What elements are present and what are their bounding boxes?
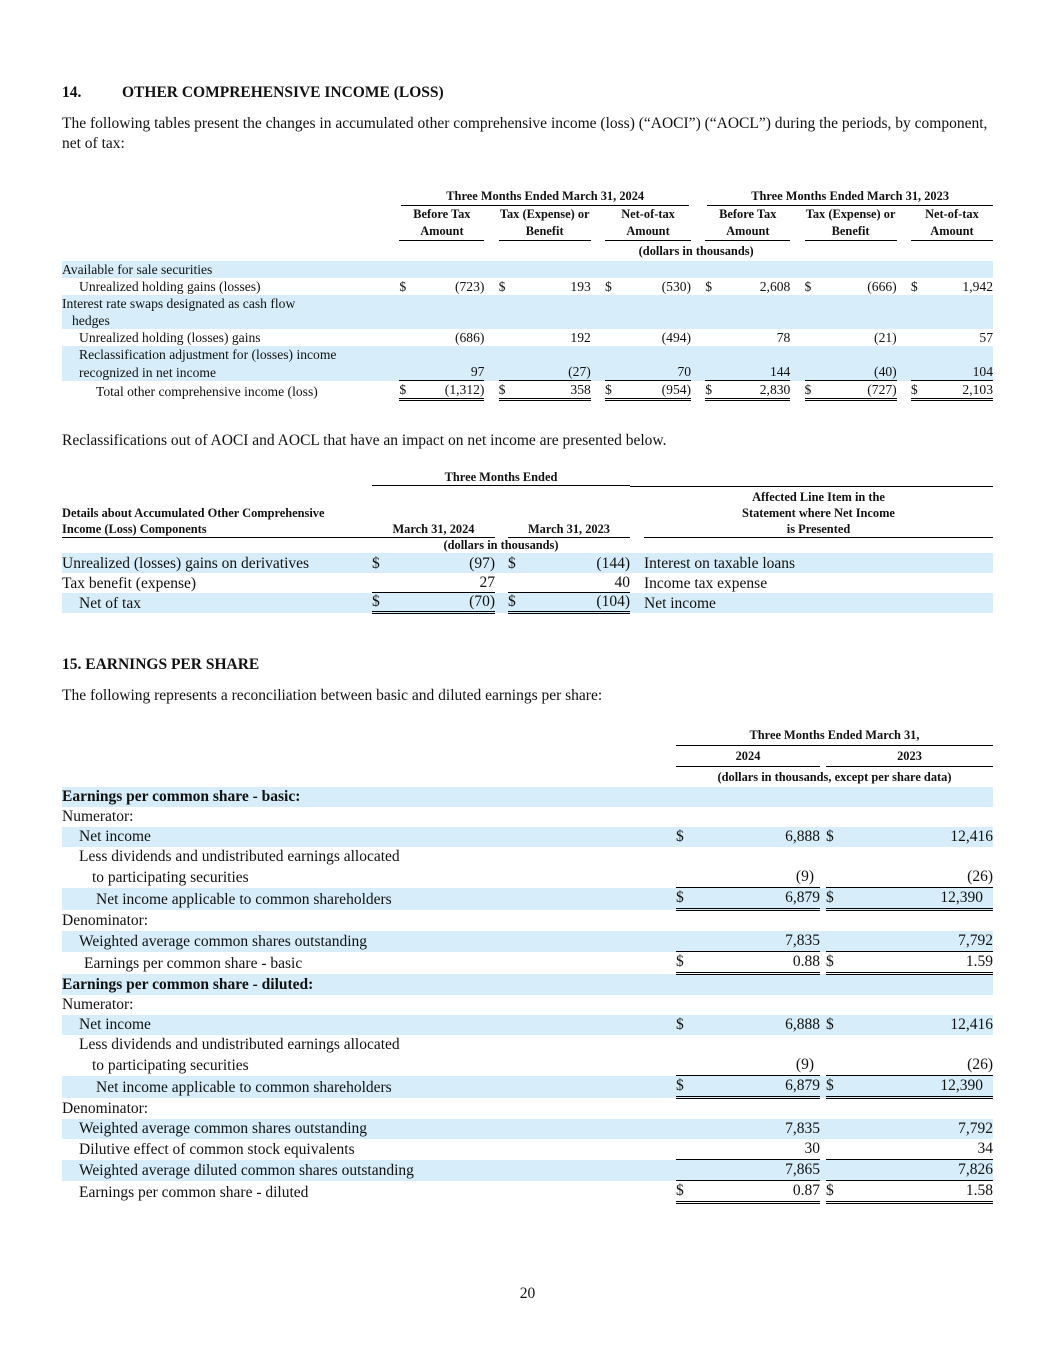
col-before-tax-2024: Before Tax Amount xyxy=(399,206,484,241)
details-header-1: Details about Accumulated Other Comprehensive xyxy=(62,505,325,520)
table-row: Less dividends and undistributed earnings allocated xyxy=(79,848,400,865)
table-row: Net income $ 6,888 $ 12,416 xyxy=(62,827,993,847)
table-row: Dilutive effect of common stock equivalents 30 34 xyxy=(79,1140,993,1158)
table-row: to participating securities (9) (26) xyxy=(92,1056,993,1074)
eps-units: (dollars in thousands, except per share data) xyxy=(717,770,952,784)
table-row: Unrealized (losses) gains on derivatives $ (97) $ (144) Interest on taxable loans xyxy=(62,553,993,573)
eps-period-header: Three Months Ended March 31, xyxy=(676,725,993,746)
section-14-title: OTHER COMPREHENSIVE INCOME (LOSS) xyxy=(122,84,444,101)
units-label-2: (dollars in thousands) xyxy=(443,537,559,552)
reclass-table xyxy=(62,470,993,614)
table-row xyxy=(62,346,993,363)
col-march-2023: March 31, 2023 xyxy=(508,486,630,537)
table-row xyxy=(62,312,993,329)
reclass-label-1: Reclassification adjustment for (losses) income xyxy=(79,347,337,362)
affected-header-1: Affected Line Item in the xyxy=(752,489,885,504)
page-number: 20 xyxy=(519,1285,536,1302)
table-row: Earnings per common share - basic $ 0.88 $ 1.59 xyxy=(84,953,993,972)
col-before-tax-2023: Before Tax Amount xyxy=(705,206,790,241)
reclass-label-2: recognized in net income xyxy=(79,364,217,380)
table-row: Tax benefit (expense) 27 40 Income tax expense xyxy=(62,574,768,592)
col-tax-2023: Tax (Expense) or Benefit xyxy=(805,206,897,241)
table-row xyxy=(62,295,993,312)
details-header-2: Income (Loss) Components xyxy=(62,521,207,536)
col-march-2024: March 31, 2024 xyxy=(372,486,495,537)
table-row xyxy=(62,261,993,278)
units-label: (dollars in thousands) xyxy=(638,243,754,258)
swaps-label-2: hedges xyxy=(72,313,110,328)
table-row: Denominator: xyxy=(62,912,149,929)
section-14-number: 14. xyxy=(62,84,82,101)
table-row: Numerator: xyxy=(62,808,134,825)
section-15-title: 15. EARNINGS PER SHARE xyxy=(62,656,260,673)
diluted-header: Earnings per common share - diluted: xyxy=(62,976,314,993)
reclass-intro: Reclassifications out of AOCI and AOCL that have an impact on net income are presented below. xyxy=(62,432,667,449)
section-15-intro: The following represents a reconciliation between basic and diluted earnings per share: xyxy=(62,687,603,704)
col-2024: 2024 xyxy=(676,746,820,767)
affected-header-2: Statement where Net Income xyxy=(742,505,895,520)
aoci-table xyxy=(62,188,993,401)
table-row: Numerator: xyxy=(62,996,134,1013)
table-row: Weighted average common shares outstanding 7,835 7,792 xyxy=(62,1119,993,1139)
table-row: Total other comprehensive income (loss) $ (1,312) $ 358 $ (954) $ 2,830 $ (727) $ 2,103 xyxy=(62,381,993,400)
table-row: Denominator: xyxy=(62,1100,149,1117)
total-label: Total other comprehensive income (loss) xyxy=(96,383,318,399)
col-net-2024: Net-of-tax Amount xyxy=(605,206,691,241)
afs-label: Available for sale securities xyxy=(62,262,213,277)
afs-unrealized-label: Unrealized holding gains (losses) xyxy=(79,279,261,294)
period-2023-header: Three Months Ended March 31, 2023 xyxy=(707,188,993,206)
col-net-2023: Net-of-tax Amount xyxy=(911,206,993,241)
table-row: Net income applicable to common shareholders $ 6,879 $ 12,390 xyxy=(62,1076,993,1098)
table-row: recognized in net income 97 (27) 70 144 (40) 104 xyxy=(62,363,993,381)
period-2024-header: Three Months Ended March 31, 2024 xyxy=(401,188,689,206)
section-14-intro: The following tables present the changes in accumulated other comprehensive income (loss) (“AOCI”) (“AOCL”) during the periods, by component, net of tax: xyxy=(62,115,988,152)
col-2023: 2023 xyxy=(826,746,993,767)
swaps-unrealized-label: Unrealized holding (losses) gains xyxy=(79,330,261,345)
affected-header-3: is Presented xyxy=(786,521,851,536)
table-row: Less dividends and undistributed earnings allocated xyxy=(79,1036,400,1053)
table-row: Earnings per common share - diluted $ 0.87 $ 1.58 xyxy=(79,1182,993,1201)
table-row: Weighted average common shares outstanding 7,835 7,792 xyxy=(62,931,993,952)
table-row: Net income $ 6,888 $ 12,416 xyxy=(62,1015,993,1035)
table-row xyxy=(62,787,993,807)
table-row: Unrealized holding gains (losses) $ (723) $ 193 $ (530) $ 2,608 $ (666) $ 1,942 xyxy=(62,278,993,295)
table-row: Net income applicable to common shareholders $ 6,879 $ 12,390 xyxy=(62,888,993,910)
eps-table xyxy=(62,725,993,1204)
basic-header: Earnings per common share - basic: xyxy=(62,788,301,805)
col-tax-2024: Tax (Expense) or Benefit xyxy=(499,206,591,241)
table-row: to participating securities (9) (26) xyxy=(92,868,993,886)
three-months-header: Three Months Ended xyxy=(372,470,630,486)
table-row: Weighted average diluted common shares outstanding 7,865 7,826 xyxy=(62,1160,993,1181)
table-row xyxy=(62,974,993,996)
table-row: Net of tax $ (70) $ (104) Net income xyxy=(62,593,993,613)
table-row: Unrealized holding (losses) gains (686) 192 (494) 78 (21) 57 xyxy=(62,329,993,346)
swaps-label-1: Interest rate swaps designated as cash flow xyxy=(62,296,296,311)
